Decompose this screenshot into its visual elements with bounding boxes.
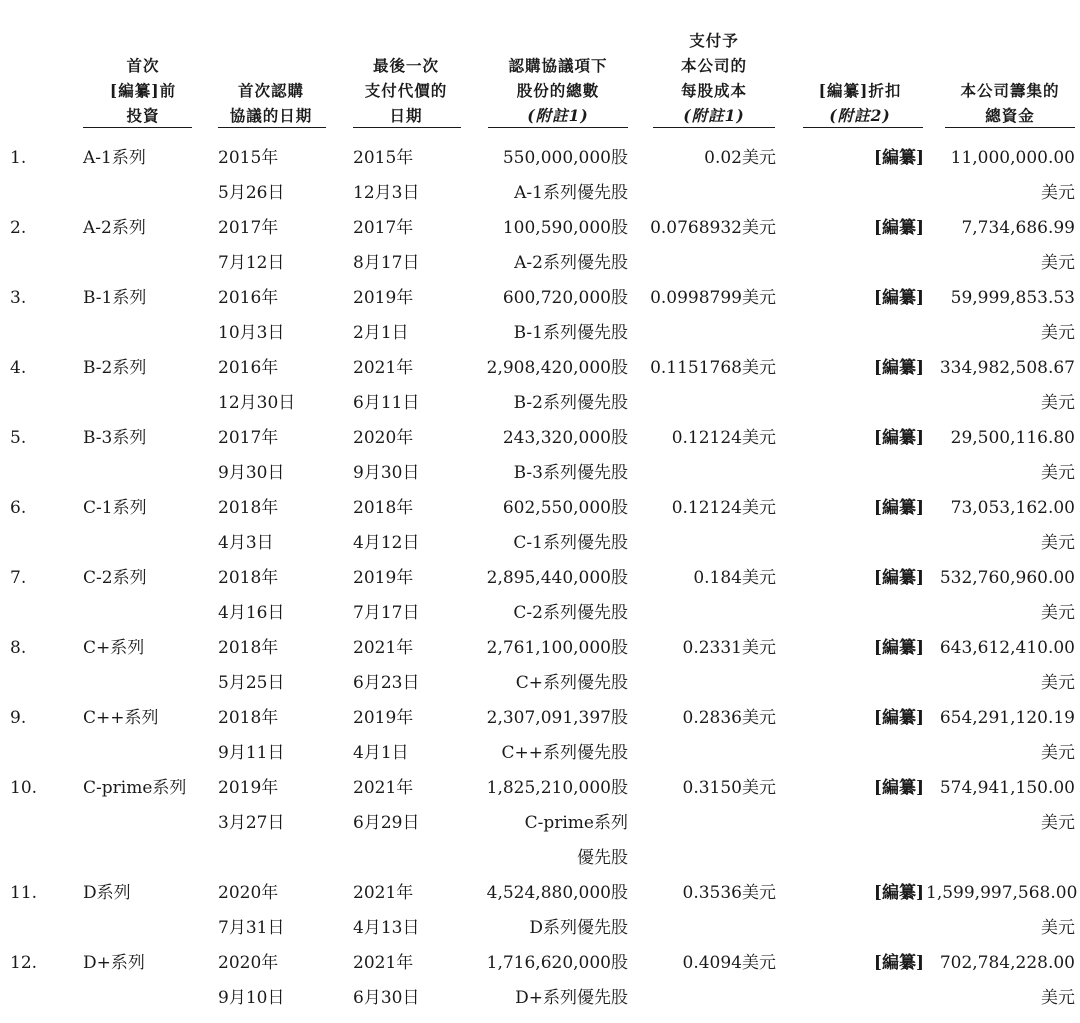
amount-raised-line: 美元 <box>1041 743 1075 763</box>
amount-raised-line: 美元 <box>1041 463 1075 483</box>
cost-per-share: 0.1151768美元 <box>650 358 776 378</box>
share-count-line: 602,550,000股 <box>502 498 628 518</box>
table-row <box>0 876 1080 946</box>
series-name: A-2系列 <box>83 218 146 238</box>
header-line: 支付予 <box>689 31 739 50</box>
header-line: 日期 <box>389 106 423 125</box>
cost-per-share: 0.0768932美元 <box>650 218 776 238</box>
payment-date-line: 4月12日 <box>353 533 420 553</box>
amount-raised-line: 美元 <box>1041 813 1075 833</box>
agreement-date-line: 5月26日 <box>218 183 285 203</box>
table-row <box>0 351 1080 421</box>
payment-date-line: 2021年 <box>353 638 414 658</box>
amount-raised-line: 美元 <box>1041 393 1075 413</box>
share-count-line: B-2系列優先股 <box>513 393 628 413</box>
share-count <box>470 876 628 946</box>
series-name: C-prime系列 <box>83 778 187 798</box>
amount-raised <box>926 211 1075 281</box>
header-discount <box>800 0 920 128</box>
table-row <box>0 491 1080 561</box>
amount-raised-line: 美元 <box>1041 533 1075 553</box>
discount-redacted: [編纂] <box>873 883 924 903</box>
amount-raised-line: 654,291,120.19 <box>939 708 1075 728</box>
payment-date-line: 6月11日 <box>353 393 420 413</box>
header-line: [編纂]前 <box>109 81 177 100</box>
table-row <box>0 946 1080 1016</box>
amount-raised <box>926 491 1075 561</box>
agreement-date-line: 7月12日 <box>218 253 285 273</box>
agreement-date <box>218 561 284 631</box>
row-number: 7. <box>10 568 27 588</box>
share-count <box>470 701 628 771</box>
payment-date-line: 12月3日 <box>353 183 420 203</box>
header-line: 支付代價的 <box>364 81 448 100</box>
agreement-date-line: 2020年 <box>218 883 279 903</box>
header-underline <box>653 127 775 128</box>
agreement-date-line: 12月30日 <box>218 393 296 413</box>
table-row <box>0 211 1080 281</box>
payment-date-line: 2019年 <box>353 568 414 588</box>
row-number: 9. <box>10 708 27 728</box>
share-count-line: C++系列優先股 <box>501 743 628 763</box>
header-line: 協議的日期 <box>229 106 313 125</box>
share-count-line: B-3系列優先股 <box>513 463 628 483</box>
header-footnote: (附註2) <box>829 106 891 125</box>
payment-date-line: 2020年 <box>353 428 414 448</box>
cost-per-share: 0.2331美元 <box>682 638 776 658</box>
amount-raised-line: 美元 <box>1041 988 1075 1008</box>
agreement-date <box>218 876 284 946</box>
cost-per-share: 0.0998799美元 <box>650 288 776 308</box>
payment-date <box>353 491 419 561</box>
series-name: D+系列 <box>83 953 145 973</box>
share-count-line: B-1系列優先股 <box>513 323 628 343</box>
share-count-line: A-2系列優先股 <box>514 253 628 273</box>
agreement-date <box>218 946 284 1016</box>
share-count <box>470 421 628 491</box>
amount-raised-line: 643,612,410.00 <box>939 638 1075 658</box>
cost-per-share: 0.12124美元 <box>671 428 776 448</box>
table-row <box>0 771 1080 876</box>
series-name: C-1系列 <box>83 498 147 518</box>
amount-raised <box>926 771 1075 841</box>
payment-date-line: 6月29日 <box>353 813 420 833</box>
cost-per-share: 0.4094美元 <box>682 953 776 973</box>
amount-raised <box>926 701 1075 771</box>
amount-raised <box>926 946 1075 1016</box>
discount-redacted: [編纂] <box>873 288 924 308</box>
table-row <box>0 631 1080 701</box>
discount-redacted: [編纂] <box>873 358 924 378</box>
agreement-date-line: 2018年 <box>218 638 279 658</box>
agreement-date-line: 2016年 <box>218 358 279 378</box>
series-name: B-3系列 <box>83 428 147 448</box>
payment-date-line: 7月17日 <box>353 603 420 623</box>
agreement-date <box>218 351 295 421</box>
amount-raised <box>926 631 1075 701</box>
header-line: 首次認購 <box>237 81 304 100</box>
cost-per-share: 0.3150美元 <box>682 778 776 798</box>
agreement-date-line: 2016年 <box>218 288 279 308</box>
share-count <box>470 771 628 876</box>
series-name: C-2系列 <box>83 568 147 588</box>
series-name: B-2系列 <box>83 358 147 378</box>
cost-per-share: 0.2836美元 <box>682 708 776 728</box>
table-row <box>0 281 1080 351</box>
payment-date <box>353 701 413 771</box>
share-count-line: D+系列優先股 <box>515 988 628 1008</box>
row-number: 2. <box>10 218 27 238</box>
payment-date <box>353 281 413 351</box>
payment-date <box>353 421 419 491</box>
share-count-line: C+系列優先股 <box>515 673 628 693</box>
discount-redacted: [編纂] <box>873 708 924 728</box>
share-count <box>470 281 628 351</box>
share-count-line: 600,720,000股 <box>502 288 628 308</box>
amount-raised <box>926 561 1075 631</box>
header-agreement-date <box>216 0 326 128</box>
header-line: 本公司籌集的 <box>960 81 1060 100</box>
agreement-date-line: 2020年 <box>218 953 279 973</box>
amount-raised-line: 59,999,853.53 <box>950 288 1075 308</box>
share-count-line: 4,524,880,000股 <box>486 883 628 903</box>
payment-date-line: 2021年 <box>353 358 414 378</box>
share-count-line: 1,825,210,000股 <box>486 778 628 798</box>
header-underline <box>83 127 192 128</box>
header-line: 每股成本 <box>680 81 747 100</box>
amount-raised <box>926 421 1075 491</box>
discount-redacted: [編纂] <box>873 568 924 588</box>
share-count-line: 優先股 <box>577 848 628 868</box>
agreement-date <box>218 701 284 771</box>
table-row <box>0 421 1080 491</box>
payment-date-line: 8月17日 <box>353 253 420 273</box>
share-count-line: 100,590,000股 <box>502 218 628 238</box>
share-count-line: 2,895,440,000股 <box>486 568 628 588</box>
table-row <box>0 561 1080 631</box>
share-count <box>470 211 628 281</box>
agreement-date-line: 9月30日 <box>218 463 285 483</box>
row-number: 8. <box>10 638 27 658</box>
share-count-line: D系列優先股 <box>529 918 628 938</box>
payment-date <box>353 771 419 841</box>
amount-raised-line: 美元 <box>1041 673 1075 693</box>
payment-date <box>353 561 419 631</box>
payment-date <box>353 351 419 421</box>
series-name: C++系列 <box>83 708 159 728</box>
amount-raised-line: 美元 <box>1041 323 1075 343</box>
header-last-payment-date <box>351 0 461 128</box>
header-investment <box>83 0 203 128</box>
row-number: 3. <box>10 288 27 308</box>
agreement-date-line: 2017年 <box>218 428 279 448</box>
amount-raised-line: 7,734,686.99 <box>961 218 1075 238</box>
header-line: 本公司的 <box>680 56 747 75</box>
header-line: 首次 <box>126 56 160 75</box>
header-underline <box>945 127 1075 128</box>
share-count <box>470 351 628 421</box>
cost-per-share: 0.02美元 <box>704 148 776 168</box>
cost-per-share: 0.3536美元 <box>682 883 776 903</box>
agreement-date-line: 2017年 <box>218 218 279 238</box>
share-count-line: A-1系列優先股 <box>514 183 628 203</box>
amount-raised-line: 73,053,162.00 <box>950 498 1075 518</box>
payment-date-line: 2019年 <box>353 708 414 728</box>
row-number: 4. <box>10 358 27 378</box>
agreement-date-line: 2018年 <box>218 708 279 728</box>
payment-date-line: 2021年 <box>353 883 414 903</box>
amount-raised <box>926 351 1075 421</box>
cost-per-share: 0.184美元 <box>693 568 776 588</box>
discount-redacted: [編纂] <box>873 498 924 518</box>
agreement-date <box>218 211 284 281</box>
share-count-line: 2,307,091,397股 <box>486 708 628 728</box>
payment-date-line: 2021年 <box>353 778 414 798</box>
row-number: 11. <box>10 883 38 903</box>
agreement-date-line: 5月25日 <box>218 673 285 693</box>
row-number: 5. <box>10 428 27 448</box>
share-count-line: 2,908,420,000股 <box>486 358 628 378</box>
header-total-shares <box>486 0 630 128</box>
amount-raised-line: 美元 <box>1041 253 1075 273</box>
cost-per-share: 0.12124美元 <box>671 498 776 518</box>
agreement-date-line: 7月31日 <box>218 918 285 938</box>
payment-date <box>353 631 419 701</box>
amount-raised-line: 532,760,960.00 <box>939 568 1075 588</box>
agreement-date <box>218 491 278 561</box>
header-footnote: (附註1) <box>527 106 589 125</box>
agreement-date-line: 2015年 <box>218 148 279 168</box>
header-underline <box>803 127 923 128</box>
discount-redacted: [編纂] <box>873 778 924 798</box>
agreement-date-line: 4月16日 <box>218 603 285 623</box>
header-line: 總資金 <box>985 106 1035 125</box>
header-line: 認購協議項下 <box>508 56 608 75</box>
agreement-date-line: 2018年 <box>218 498 279 518</box>
header-cost-per-share <box>653 0 775 128</box>
agreement-date <box>218 421 284 491</box>
amount-raised-line: 美元 <box>1041 603 1075 623</box>
amount-raised <box>926 141 1075 211</box>
series-name: B-1系列 <box>83 288 147 308</box>
amount-raised-line: 美元 <box>1041 183 1075 203</box>
agreement-date-line: 3月27日 <box>218 813 285 833</box>
agreement-date-line: 4月3日 <box>218 533 274 553</box>
discount-redacted: [編纂] <box>873 953 924 973</box>
amount-raised <box>926 876 1078 946</box>
header-underline <box>353 127 461 128</box>
agreement-date <box>218 631 284 701</box>
header-underline <box>488 127 628 128</box>
table-row <box>0 141 1080 211</box>
row-number: 6. <box>10 498 27 518</box>
header-total-raised <box>945 0 1075 128</box>
agreement-date-line: 9月11日 <box>218 743 285 763</box>
amount-raised-line: 11,000,000.00 <box>950 148 1075 168</box>
payment-date-line: 2018年 <box>353 498 414 518</box>
share-count-line: 243,320,000股 <box>502 428 628 448</box>
header-line: 最後一次 <box>372 56 439 75</box>
payment-date-line: 2019年 <box>353 288 414 308</box>
row-number: 12. <box>10 953 38 973</box>
agreement-date-line: 10月3日 <box>218 323 285 343</box>
amount-raised-line: 美元 <box>1041 918 1075 938</box>
share-count <box>470 946 628 1016</box>
amount-raised-line: 702,784,228.00 <box>939 953 1075 973</box>
share-count-line: 1,716,620,000股 <box>486 953 628 973</box>
amount-raised <box>926 281 1075 351</box>
header-line: 股份的總數 <box>516 81 600 100</box>
agreement-date <box>218 281 284 351</box>
row-number: 10. <box>10 778 38 798</box>
series-name: C+系列 <box>83 638 145 658</box>
amount-raised-line: 29,500,116.80 <box>950 428 1075 448</box>
agreement-date-line: 2019年 <box>218 778 279 798</box>
discount-redacted: [編纂] <box>873 148 924 168</box>
discount-redacted: [編纂] <box>873 218 924 238</box>
payment-date <box>353 876 419 946</box>
share-count-line: 550,000,000股 <box>502 148 628 168</box>
payment-date-line: 6月30日 <box>353 988 420 1008</box>
header-underline <box>218 127 326 128</box>
agreement-date <box>218 141 284 211</box>
share-count <box>470 561 628 631</box>
share-count <box>470 631 628 701</box>
payment-date <box>353 211 419 281</box>
discount-redacted: [編纂] <box>873 638 924 658</box>
share-count <box>470 491 628 561</box>
table-body <box>0 141 1080 1016</box>
share-count-line: C-1系列優先股 <box>513 533 628 553</box>
share-count <box>470 141 628 211</box>
series-name: A-1系列 <box>83 148 146 168</box>
payment-date-line: 2015年 <box>353 148 414 168</box>
payment-date-line: 9月30日 <box>353 463 420 483</box>
table-row <box>0 701 1080 771</box>
share-count-line: 2,761,100,000股 <box>486 638 628 658</box>
agreement-date-line: 9月10日 <box>218 988 285 1008</box>
discount-redacted: [編纂] <box>873 428 924 448</box>
series-name: D系列 <box>83 883 131 903</box>
payment-date <box>353 141 419 211</box>
agreement-date <box>218 771 284 841</box>
header-line: [編纂]折扣 <box>818 81 902 100</box>
amount-raised-line: 1,599,997,568.00 <box>926 883 1078 903</box>
payment-date-line: 2月1日 <box>353 323 409 343</box>
amount-raised-line: 334,982,508.67 <box>939 358 1075 378</box>
payment-date-line: 4月1日 <box>353 743 409 763</box>
payment-date-line: 6月23日 <box>353 673 420 693</box>
header-line: 投資 <box>126 106 160 125</box>
share-count-line: C-2系列優先股 <box>513 603 628 623</box>
header-footnote: (附註1) <box>683 106 745 125</box>
payment-date-line: 2021年 <box>353 953 414 973</box>
row-number: 1. <box>10 148 27 168</box>
payment-date-line: 2017年 <box>353 218 414 238</box>
payment-date <box>353 946 419 1016</box>
amount-raised-line: 574,941,150.00 <box>939 778 1075 798</box>
payment-date-line: 4月13日 <box>353 918 420 938</box>
agreement-date-line: 2018年 <box>218 568 279 588</box>
share-count-line: C-prime系列 <box>524 813 628 833</box>
